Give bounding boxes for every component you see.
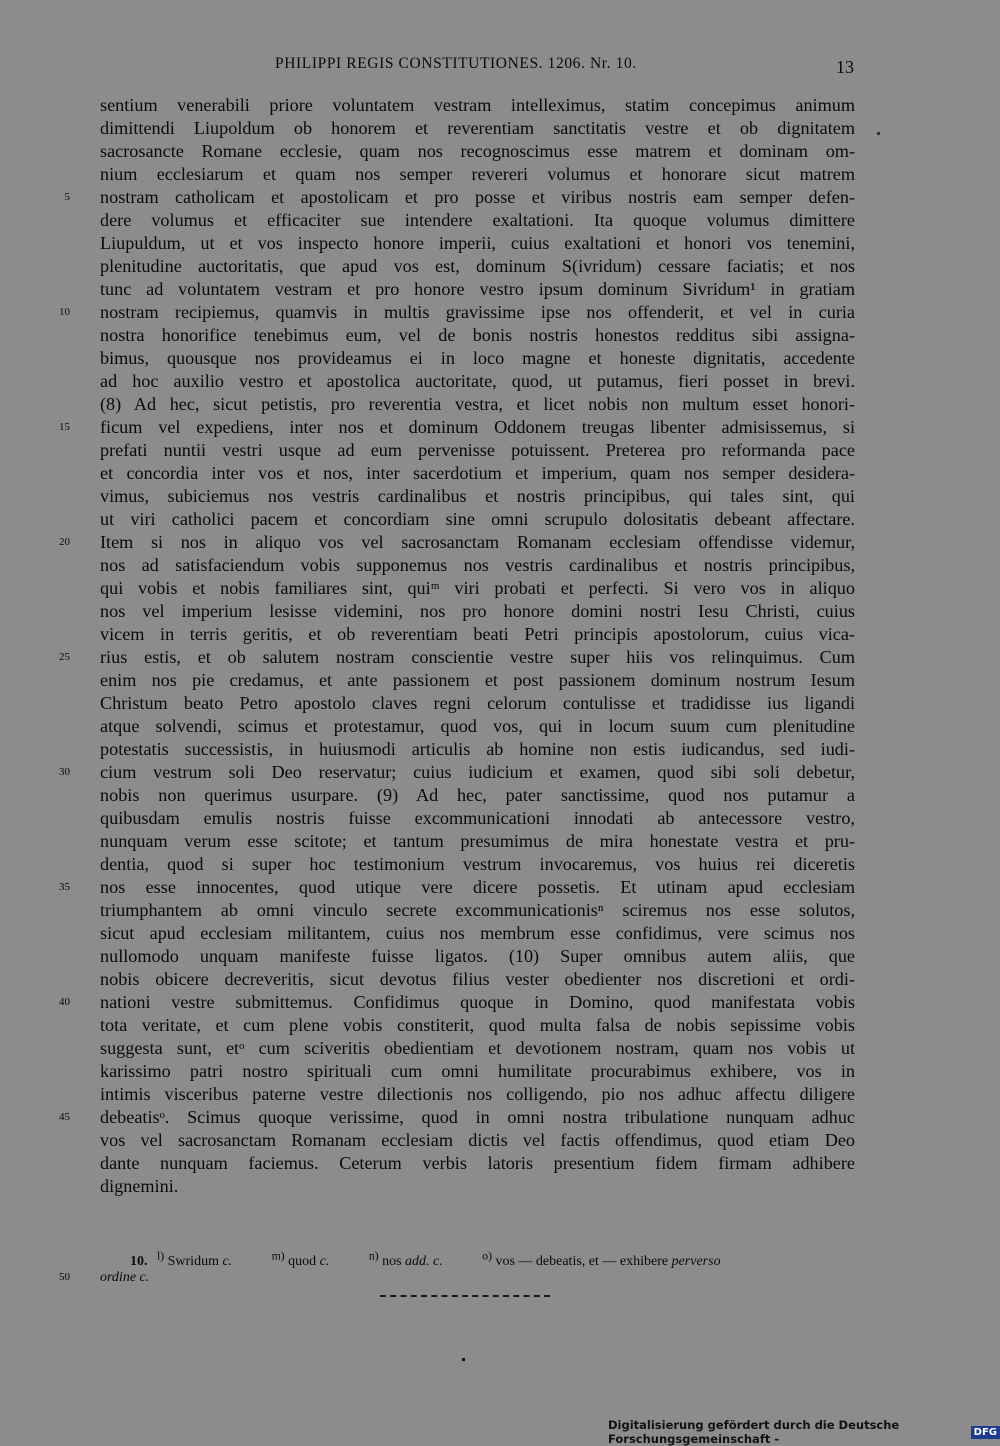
page-mark — [462, 1358, 465, 1361]
text-line: prefati nuntii vestri usque ad eum pervenisse potuissent. Preterea pro reformanda pace — [100, 440, 855, 460]
text-line: plenitudine auctoritatis, que apud vos est, dominum S(ivridum) cessare faciatis; et nos — [100, 256, 855, 276]
text-line: dignemini. — [100, 1176, 179, 1196]
running-header: PHILIPPI REGIS CONSTITUTIONES. 1206. Nr. 10. — [275, 55, 637, 72]
line-number: 15 — [59, 421, 70, 433]
text-line: intimis visceribus paterne vestre dilectionis nos colligendo, pio nos adhuc affectu diligere — [100, 1084, 855, 1104]
text-line: nos ad satisfaciendum vobis supponemus nos vestris cardinalibus et nostris principibus, — [100, 555, 855, 575]
text-line: cium vestrum soli Deo reservatur; cuius iudicium et examen, quod sibi soli debetur, — [100, 762, 855, 782]
dfg-logo: DFG — [971, 1426, 1000, 1439]
footnote-o-continuation: ordine c. — [100, 1270, 150, 1285]
text-line: tota veritate, et cum plene vobis constiterit, quod multa falsa de nobis sepissime vobis — [100, 1015, 855, 1035]
line-number: 10 — [59, 306, 70, 318]
text-line: enim nos pie credamus, et ante passionem et post passionem dominum nostrum Iesum — [100, 670, 855, 690]
line-number: 5 — [64, 191, 70, 203]
text-line: vos vel sacrosanctam Romanam ecclesiam dictis vel factis offendimus, quod etiam Deo — [100, 1130, 855, 1150]
text-line: nationi vestre submittemus. Confidimus quoque in Domino, quod manifestata vobis — [100, 992, 855, 1012]
text-line: debeatisᵒ. Scimus quoque verissime, quod in omni nostra tribulatione nunquam adhuc — [100, 1107, 855, 1127]
text-line: nos esse innocentes, quod utique vere dicere possetis. Et utinam apud ecclesiam — [100, 877, 855, 897]
line-number: 20 — [59, 536, 70, 548]
footnote-l: $^{l)}$ Swridum c. — [157, 1249, 233, 1269]
text-line: karissimo patri nostro spirituali cum omni humilitate procurabimus exhibere, vos in — [100, 1061, 855, 1081]
text-line: qui vobis et nobis familiares sint, quiᵐ viri probati et perfecti. Si vero vos in aliquo — [100, 578, 855, 598]
line-number: 40 — [59, 996, 70, 1008]
credit-text: Digitalisierung gefördert durch die Deutsche Forschungsgemeinschaft - — [608, 1418, 900, 1446]
end-rule — [380, 1295, 550, 1297]
text-line: sentium venerabili priore voluntatem vestram intelleximus, statim concepimus animum — [100, 95, 855, 115]
text-line: sacrosancte Romane ecclesie, quam nos recognoscimus esse matrem et dominam om- — [100, 141, 855, 161]
text-line: nos vel imperium lesisse videmini, nos pro honore domini nostri Iesu Christi, cuius — [100, 601, 855, 621]
text-line: vicem in terris geritis, et ob reverentiam beati Petri principis apostolorum, cuius vica- — [100, 624, 855, 644]
line-number: 25 — [59, 651, 70, 663]
text-line: et concordia inter vos et nos, inter sacerdotium et imperium, quam nos semper desidera- — [100, 463, 855, 483]
line-number: 45 — [59, 1111, 70, 1123]
text-line: suggesta sunt, etᵒ cum sciveritis obedientiam et devotionem nostram, quam nos vobis ut — [100, 1038, 855, 1058]
text-line: ad hoc auxilio vestro et apostolica auctoritate, quod, ut putamus, fieri posset in brevi. — [100, 371, 855, 391]
footnote-line — [100, 1268, 855, 1287]
text-line: nostram catholicam et apostolicam et pro posse et viribus nostris eam semper defen- — [100, 187, 855, 207]
text-line: rius estis, et ob salutem nostram conscientie vestre super hiis vos relinquimus. Cum — [100, 647, 855, 667]
text-line: potestatis successistis, in huiusmodi articulis ab homine non estis iudicandus, sed iudi- — [100, 739, 855, 759]
text-line: ut viri catholici pacem et concordiam sine omni scrupulo dolositatis debeant affectare. — [100, 509, 855, 529]
text-line: ficum vel expediens, inter nos et dominum Oddonem treugas libenter admisissemus, si — [100, 417, 855, 437]
text-line: triumphantem ab omni vinculo secrete excommunicationisⁿ sciremus nos esse solutos, — [100, 900, 855, 920]
footnote-o: $^{o)}$ vos — debeatis, et — exhibere perverso — [482, 1249, 721, 1269]
text-line: dentia, quod si super hoc testimonium vestrum invocaremus, vos huius rei diceretis — [100, 854, 855, 874]
text-line: tunc ad voluntatem vestram et pro honore vestro ipsum dominum Sivridum¹ in gratiam — [100, 279, 855, 299]
text-line: nostra honorifice tenebimus eum, vel de bonis nostris honestos redditus sibi assigna- — [100, 325, 855, 345]
text-line: Christum beato Petro apostolo claves regni celorum contulisse et tradidisse ius ligandi — [100, 693, 855, 713]
text-line: Liupuldum, ut et vos inspecto honore imperii, cuius exaltationi et honori vos tenemini, — [100, 233, 855, 253]
text-line: dere volumus et efficaciter sue intendere exaltationi. Ita quoque volumus dimittere — [100, 210, 855, 230]
footnote-n: $^{n)}$ nos add. c. — [368, 1249, 443, 1269]
footnote-line — [100, 1246, 855, 1271]
line-number: 30 — [59, 766, 70, 778]
margin-mark — [877, 132, 880, 135]
text-line: dimittendi Liupoldum ob honorem et reverentiam sanctitatis vestre et ob dignitatem — [100, 118, 855, 138]
page-number: 13 — [836, 57, 854, 77]
digitization-credit — [608, 1418, 1000, 1446]
text-line: (8) Ad hec, sicut petistis, pro reverentia vestra, et licet nobis non multum esset honori- — [100, 394, 855, 414]
text-line: nium ecclesiarum et quam nos semper revereri volumus et honorare sicut matrem — [100, 164, 855, 184]
text-line — [100, 1198, 855, 1221]
text-line: nobis obicere decreveritis, sicut devotus filius vester obedienter nos discretioni et ordi- — [100, 969, 855, 989]
line-number: 50 — [59, 1271, 70, 1283]
footnote-m: $^{m)}$ quod c. — [271, 1249, 330, 1269]
text-line: nostram recipiemus, quamvis in multis gravissime ipse nos offenderit, et vel in curia — [100, 302, 855, 322]
line-number: 35 — [59, 881, 70, 893]
text-line: atque solvendi, scimus et protestamur, quod vos, qui in locum suum cum plenitudine — [100, 716, 855, 736]
text-line: nunquam verum esse scitote; et tantum presumimus de mira honestate vestra et pru- — [100, 831, 855, 851]
text-line: sicut apud ecclesiam militantem, cuius nos membrum esse confidimus, vere scimus nos — [100, 923, 855, 943]
text-line: quibusdam emulis nostris fuisse excommunicationi innodati ab antecessore vestro, — [100, 808, 855, 828]
text-line: bimus, quousque nos provideamus ei in loco magne et honeste dignitatis, accedente — [100, 348, 855, 368]
document-number: 10. — [130, 1253, 148, 1269]
text-line: Item si nos in aliquo vos vel sacrosanctam Romanam ecclesiam offendisse videmur, — [100, 532, 855, 552]
text-line: nullomodo unquam manifeste fuisse ligatos. (10) Super omnibus autem aliis, que — [100, 946, 855, 966]
text-line: nobis non querimus usurpare. (9) Ad hec, pater sanctissime, quod nos putamur a — [100, 785, 855, 805]
text-line: dante nunquam faciemus. Ceterum verbis latoris presentium fidem firmam adhibere — [100, 1153, 855, 1173]
text-line: vimus, subiciemus nos vestris cardinalibus et nostris principibus, qui tales sint, qui — [100, 486, 855, 506]
